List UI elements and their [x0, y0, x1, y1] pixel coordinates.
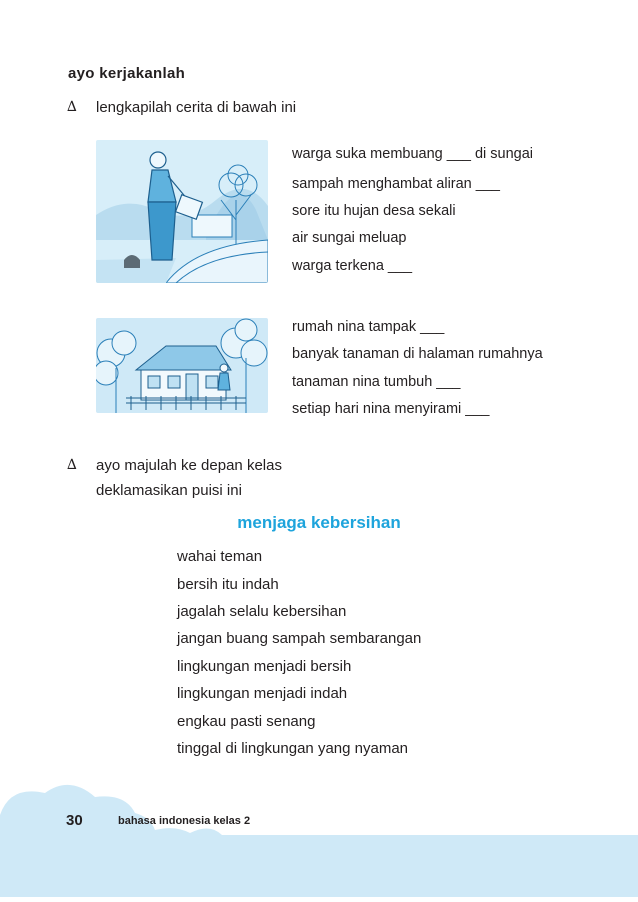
story2-line: rumah nina tampak ___	[292, 319, 445, 335]
story1-line: air sungai meluap	[292, 230, 407, 246]
poem-line: tinggal di lingkungan yang nyaman	[177, 740, 408, 757]
task2-instruction: ayo majulah ke depan kelas	[96, 457, 282, 474]
page-number: 30	[66, 812, 83, 829]
book-title: bahasa indonesia kelas 2	[118, 815, 251, 827]
footer-cloud-decoration	[0, 775, 638, 897]
poem-line: jangan buang sampah sembarangan	[177, 630, 422, 647]
poem-line: bersih itu indah	[177, 576, 279, 593]
bullet-triangle-icon: ∆	[67, 99, 77, 115]
section-heading: ayo kerjakanlah	[68, 65, 186, 82]
poem-title: menjaga kebersihan	[237, 513, 401, 532]
story2-line: banyak tanaman di halaman rumahnya	[292, 346, 543, 362]
poem-line: lingkungan menjadi bersih	[177, 658, 352, 675]
poem-line: engkau pasti senang	[177, 713, 316, 730]
story1-line: warga suka membuang ___ di sungai	[292, 146, 534, 162]
poem-line: jagalah selalu kebersihan	[177, 603, 347, 620]
illustration-house-garden	[96, 318, 268, 413]
poem-line: lingkungan menjadi indah	[177, 685, 348, 702]
task2-instruction: deklamasikan puisi ini	[96, 482, 242, 499]
story1-line: sampah menghambat aliran ___	[292, 176, 500, 192]
story1-line: sore itu hujan desa sekali	[292, 203, 456, 219]
story2-line: setiap hari nina menyirami ___	[292, 401, 490, 417]
story1-line: warga terkena ___	[292, 258, 413, 274]
poem-line: wahai teman	[177, 548, 263, 565]
story2-line: tanaman nina tumbuh ___	[292, 374, 461, 390]
bullet-triangle-icon: ∆	[67, 457, 77, 473]
task1-instruction: lengkapilah cerita di bawah ini	[96, 99, 297, 116]
illustration-woman-dumping-trash	[96, 140, 268, 283]
